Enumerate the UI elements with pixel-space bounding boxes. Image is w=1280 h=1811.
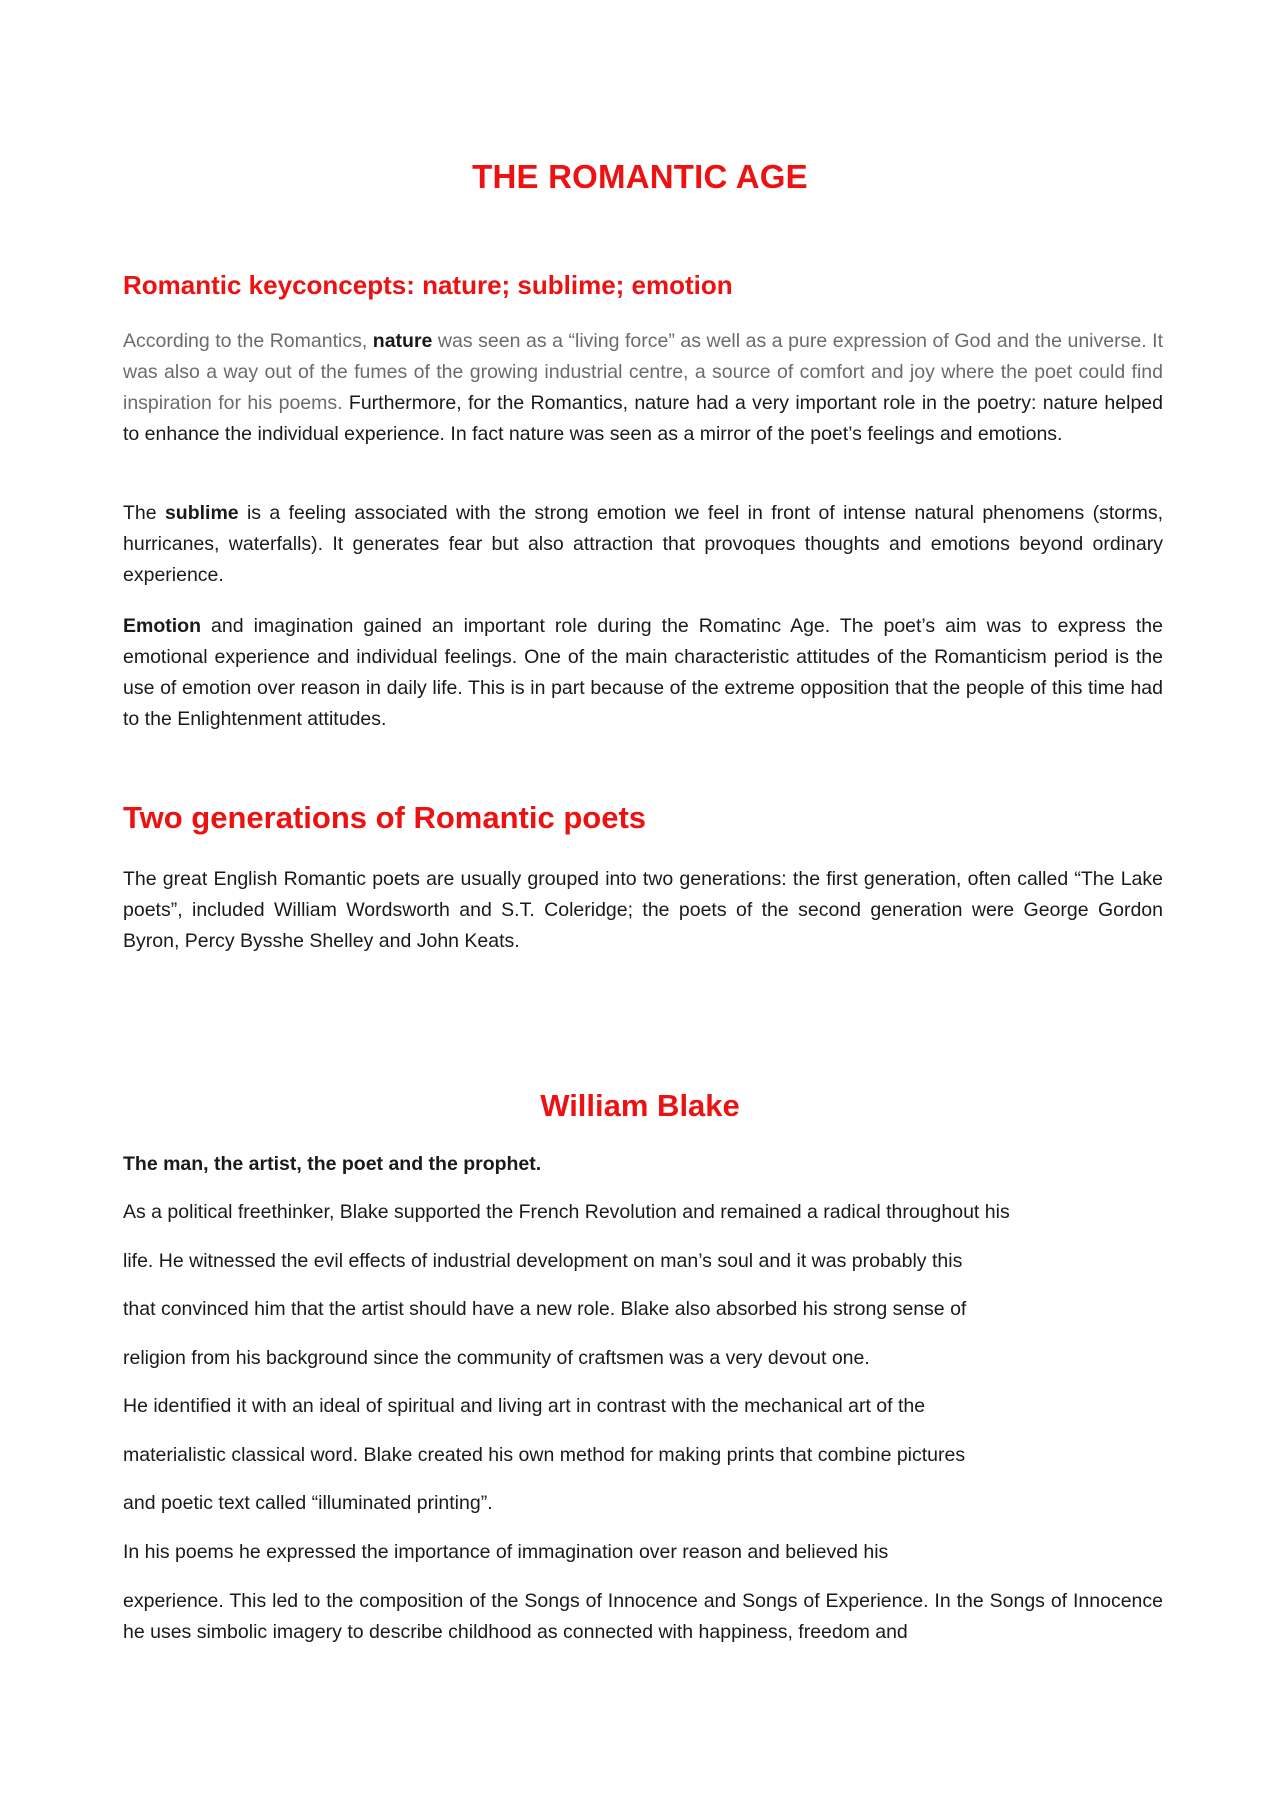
nature-grey-text: was seen as a “living force” as well as a pure expression of God and the universe. It was also a way out of the fumes of the growing industrial centre, a source of comfort and joy where the poet could find inspiration for his poems.: [123, 330, 1163, 414]
paragraph-emotion: [123, 611, 1163, 735]
blake-subheading: The man, the artist, the poet and the prophet.: [123, 1153, 542, 1175]
blake-line: materialistic classical word. Blake created his own method for making prints that combine pictures: [123, 1444, 966, 1466]
section-key-concepts: [123, 270, 1163, 301]
paragraph-nature: [123, 326, 1163, 450]
blake-line: In his poems he expressed the importance of immagination over reason and believed his: [123, 1541, 889, 1563]
emotion-text: and imagination gained an important role during the Romatinc Age. The poet’s aim was to express the emotional experience and individual feelings. One of the main characteristic attitudes of the Romanticism period is the use of emotion over reason in daily life. This is in part because of the extreme opposition that the people of this time had to the Enlightenment attitudes.: [123, 615, 1163, 730]
blake-line: He identified it with an ideal of spiritual and living art in contrast with the mechanical art of the: [123, 1395, 926, 1417]
blake-line: life. He witnessed the evil effects of industrial development on man’s soul and it was probably this: [123, 1250, 963, 1272]
section-two-generations: [123, 800, 1163, 836]
nature-dark-text: Furthermore, for the Romantics, nature had a very important role in the poetry: nature helped to enhance the individual experience. In fact nature was seen as a mirror of the poet’s feelings and emotions.: [123, 392, 1163, 445]
section-heading-key-concepts: Romantic keyconcepts: nature; sublime; emotion: [123, 270, 733, 300]
blake-last-paragraph: experience. This led to the composition of the Songs of Innocence and Songs of Experience. In the Songs of Innocence he uses simbolic imagery to describe childhood as connected with happiness, freedom and: [123, 1590, 1163, 1643]
emotion-keyword: Emotion: [123, 615, 201, 637]
sublime-text: is a feeling associated with the strong emotion we feel in front of intense natural phenomens (storms, hurricanes, waterfalls). It generates fear but also attraction that provoques thoughts and emotions beyond ordinary experience.: [123, 502, 1163, 586]
sublime-keyword: sublime: [164, 502, 239, 524]
blake-line: and poetic text called “illuminated printing”.: [123, 1492, 493, 1514]
paragraph-generations: The great English Romantic poets are usually grouped into two generations: the first generation, often called “The Lake poets”, included William Wordsworth and S.T. Coleridge; the poets of the second generation were George Gordon Byron, Percy Bysshe Shelley and John Keats.: [123, 868, 1163, 952]
nature-lead: According to the Romantics,: [123, 330, 373, 352]
blake-line: religion from his background since the community of craftsmen was a very devout one.: [123, 1347, 870, 1369]
blake-line: As a political freethinker, Blake supported the French Revolution and remained a radical throughout his: [123, 1201, 1010, 1223]
sublime-lead: The: [123, 502, 165, 524]
section-heading-william-blake: William Blake: [540, 1088, 740, 1123]
page-title: THE ROMANTIC AGE: [472, 158, 808, 195]
nature-keyword: nature: [372, 330, 433, 352]
section-heading-two-generations: Two generations of Romantic poets: [123, 800, 647, 835]
blake-line: that convinced him that the artist should have a new role. Blake also absorbed his strong sense of: [123, 1298, 967, 1320]
paragraph-sublime: [123, 498, 1163, 591]
